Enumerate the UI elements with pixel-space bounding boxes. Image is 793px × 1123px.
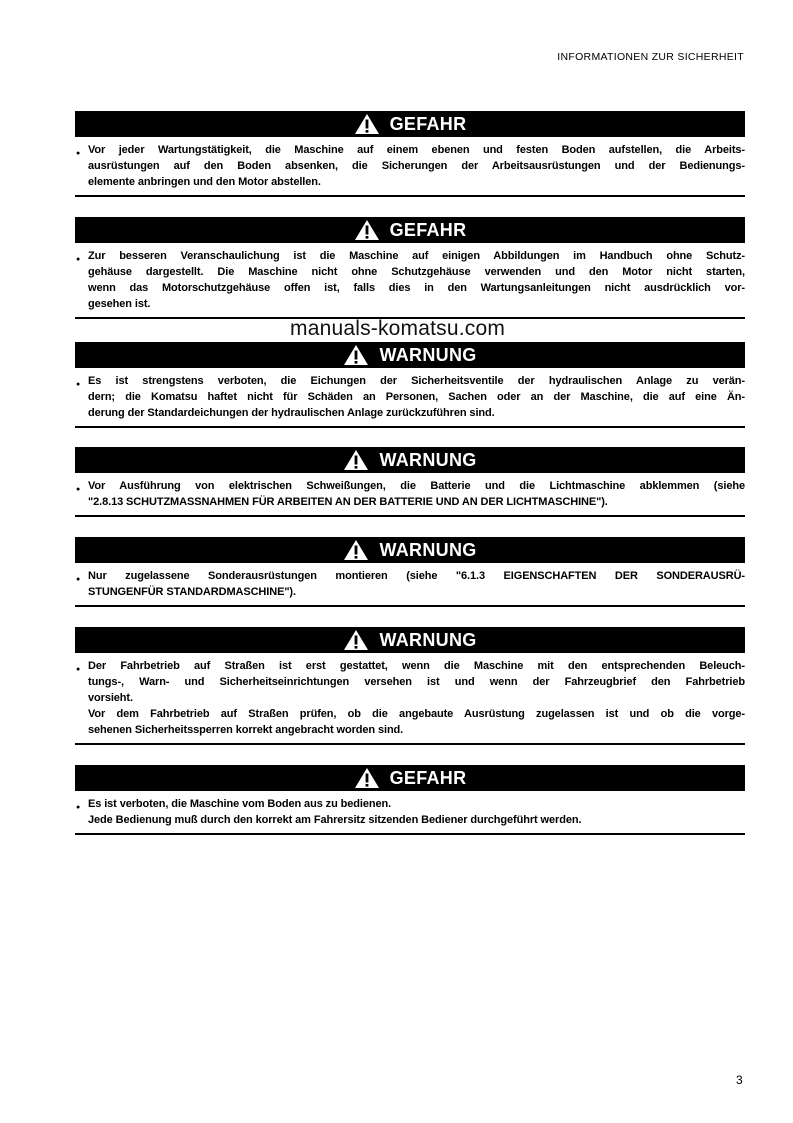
line-text: STUNGENFÜR STANDARDMASCHINE"). xyxy=(88,586,296,598)
line-text: Es ist verboten, die Maschine vom Boden aus zu bedienen. xyxy=(88,798,392,810)
bullet-icon: ● xyxy=(76,256,81,263)
bullet-icon: ● xyxy=(76,576,81,583)
notice-label: GEFAHR xyxy=(389,113,467,134)
line-text: ausrüstungen auf den Boden absenken, die Sicherungen der Arbeitsausrüstungen und der Bedienungs- xyxy=(88,160,745,172)
bullet-icon: ● xyxy=(76,486,81,493)
line-text: Vor Ausführung von elektrischen Schweißungen, die Batterie und die Lichtmaschine abklemmen (siehe xyxy=(88,480,745,492)
notice-text-line xyxy=(75,690,745,706)
notice-text-line xyxy=(75,174,745,190)
notice-banner xyxy=(75,342,745,368)
notice-label: WARNUNG xyxy=(379,344,477,365)
notice-text-line xyxy=(75,389,745,405)
notice-text-line xyxy=(75,478,745,494)
notice-body xyxy=(75,137,745,197)
warning-triangle-icon xyxy=(343,449,369,471)
notice-text-line xyxy=(75,373,745,389)
line-text: gesehen ist. xyxy=(88,298,151,310)
notice-body xyxy=(75,368,745,428)
line-text: Der Fahrbetrieb auf Straßen ist erst gestattet, wenn die Maschine mit den entsprechenden Beleuch- xyxy=(88,660,745,672)
safety-notice xyxy=(75,765,745,835)
line-text: Vor dem Fahrbetrieb auf Straßen prüfen, ob die angebaute Ausrüstung zugelassen ist und ob die vorge- xyxy=(88,708,745,720)
notice-body xyxy=(75,563,745,607)
notice-label: GEFAHR xyxy=(389,219,467,240)
notice-body xyxy=(75,791,745,835)
notice-text-line xyxy=(75,658,745,674)
notice-label: GEFAHR xyxy=(389,767,467,788)
notice-text-line xyxy=(75,796,745,812)
line-text: Jede Bedienung muß durch den korrekt am Fahrersitz sitzenden Bediener durchgeführt werden. xyxy=(88,814,582,826)
notice-label: WARNUNG xyxy=(379,539,477,560)
line-text: Zur besseren Veranschaulichung ist die Maschine auf einigen Abbildungen im Handbuch ohne Schutz- xyxy=(88,250,745,262)
notice-text-line xyxy=(75,296,745,312)
line-text: elemente anbringen und den Motor abstellen. xyxy=(88,176,321,188)
notice-text-line xyxy=(75,568,745,584)
notice-banner xyxy=(75,447,745,473)
running-header: INFORMATIONEN ZUR SICHERHEIT xyxy=(557,51,744,63)
safety-notice xyxy=(75,447,745,517)
notice-text-line xyxy=(75,248,745,264)
notice-body xyxy=(75,653,745,745)
notice-body xyxy=(75,243,745,319)
watermark: manuals-komatsu.com xyxy=(290,317,506,340)
safety-notice xyxy=(75,537,745,607)
notice-text-line xyxy=(75,405,745,421)
line-text: gehäuse dargestellt. Die Maschine nicht ohne Schutzgehäuse verwenden und den Motor nicht starten, xyxy=(88,266,745,278)
notice-banner xyxy=(75,111,745,137)
notice-text-line xyxy=(75,674,745,690)
line-text: Es ist strengstens verboten, die Eichungen der Sicherheitsventile der hydraulischen Anlage zu verän- xyxy=(88,375,745,387)
warning-triangle-icon xyxy=(354,219,380,241)
notice-label: WARNUNG xyxy=(379,629,477,650)
bullet-icon: ● xyxy=(76,804,81,811)
notice-label: WARNUNG xyxy=(379,449,477,470)
safety-notice xyxy=(75,342,745,428)
line-text: sehenen Sicherheitssperren korrekt angebracht worden sind. xyxy=(88,724,404,736)
notice-text-line xyxy=(75,706,745,722)
warning-triangle-icon xyxy=(343,629,369,651)
bullet-icon: ● xyxy=(76,381,81,388)
notice-text-line xyxy=(75,812,745,828)
bullet-icon: ● xyxy=(76,666,81,673)
safety-notice xyxy=(75,217,745,319)
line-text: Vor jeder Wartungstätigkeit, die Maschine auf einem ebenen und festen Boden aufstellen, die Arbeits- xyxy=(88,144,745,156)
page-number: 3 xyxy=(736,1073,743,1087)
line-text: wenn das Motorschutzgehäuse offen ist, falls dies in den Wartungsanleitungen nicht ausdrücklich vor- xyxy=(88,282,745,294)
line-text: "2.8.13 SCHUTZMASSNAHMEN FÜR ARBEITEN AN DER BATTERIE UND AN DER LICHTMASCHINE"). xyxy=(88,496,608,508)
warning-triangle-icon xyxy=(343,539,369,561)
line-text: dern; die Komatsu haftet nicht für Schäden an Personen, Sachen oder an der Maschine, die auf eine Än- xyxy=(88,391,745,403)
safety-notice xyxy=(75,627,745,745)
notice-banner xyxy=(75,537,745,563)
line-text: derung der Standardeichungen der hydraulischen Anlage zurückzuführen sind. xyxy=(88,407,495,419)
notice-body xyxy=(75,473,745,517)
warning-triangle-icon xyxy=(343,344,369,366)
line-text: vorsieht. xyxy=(88,692,133,704)
line-text: Nur zugelassene Sonderausrüstungen montieren (siehe "6.1.3 EIGENSCHAFTEN DER SONDERAUSRÜ- xyxy=(88,570,745,582)
notice-text-line xyxy=(75,584,745,600)
notice-text-line xyxy=(75,158,745,174)
notice-banner xyxy=(75,627,745,653)
bullet-icon: ● xyxy=(76,150,81,157)
notice-text-line xyxy=(75,280,745,296)
notice-text-line xyxy=(75,142,745,158)
safety-notice xyxy=(75,111,745,197)
notice-text-line xyxy=(75,494,745,510)
notice-banner xyxy=(75,765,745,791)
warning-triangle-icon xyxy=(354,767,380,789)
notice-text-line xyxy=(75,264,745,280)
notice-banner xyxy=(75,217,745,243)
notice-text-line xyxy=(75,722,745,738)
warning-triangle-icon xyxy=(354,113,380,135)
line-text: tungs-, Warn- und Sicherheitseinrichtungen versehen ist und wenn der Fahrzeugbrief den Fahrbetrieb xyxy=(88,676,745,688)
